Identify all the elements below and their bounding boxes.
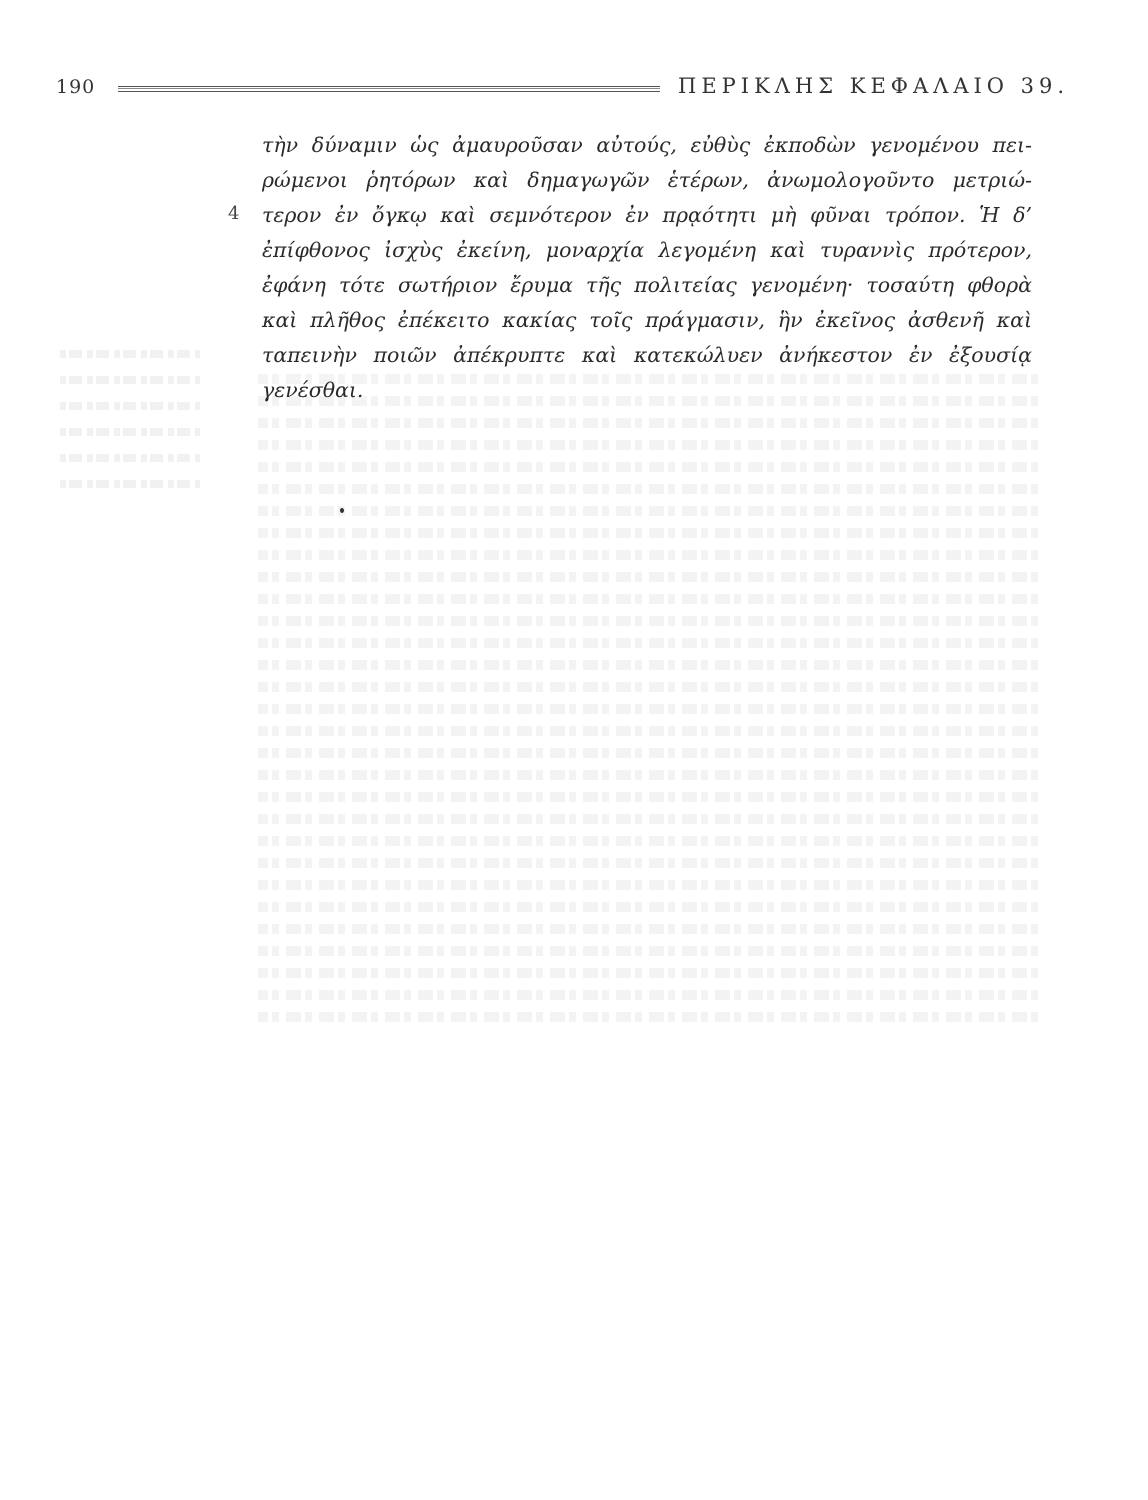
greek-text-block xyxy=(262,128,1032,408)
running-header xyxy=(56,70,1086,110)
text-line: ἐφάνη τότε σωτήριον ἔρυμα τῆς πολιτείας γενομένη· τοσαύτη φθορὰ xyxy=(262,273,1032,297)
text-line: τὴν δύναμιν ὡς ἀμαυροῦσαν αὐτούς, εὐθὺς ἐκποδὼν γενομένου πει- xyxy=(262,133,1032,157)
margin-line-number: 4 xyxy=(228,203,240,224)
header-rule xyxy=(118,86,660,92)
show-through-margin-texture xyxy=(60,350,200,506)
text-line: γενέσθαι. xyxy=(262,378,364,402)
text-line: ρώμενοι ῥητόρων καὶ δημαγωγῶν ἑτέρων, ἀνωμολογοῦντο μετριώ- xyxy=(262,168,1032,192)
text-line: ἐπίφθονος ἰσχὺς ἐκείνη, μοναρχία λεγομένη καὶ τυραννὶς πρότερον, xyxy=(262,238,1032,262)
text-line: ταπεινὴν ποιῶν ἀπέκρυπτε καὶ κατεκώλυεν ἀνήκεστον ἐν ἐξουσίᾳ xyxy=(262,343,1032,367)
text-line: καὶ πλῆθος ἐπέκειτο κακίας τοῖς πράγμασιν, ἣν ἐκεῖνος ἀσθενῆ καὶ xyxy=(262,308,1032,332)
running-title: ΠΕΡΙΚΛΗΣ ΚΕΦΑΛΑΙΟ 39. xyxy=(678,74,1070,98)
show-through-texture xyxy=(258,362,1038,1034)
text-line: τερον ἐν ὄγκῳ καὶ σεμνότερον ἐν πρᾳότητι μὴ φῦναι τρόπον. Ἡ δ’ xyxy=(262,203,1032,227)
ink-speck xyxy=(340,508,344,513)
page-number: 190 xyxy=(56,76,96,98)
